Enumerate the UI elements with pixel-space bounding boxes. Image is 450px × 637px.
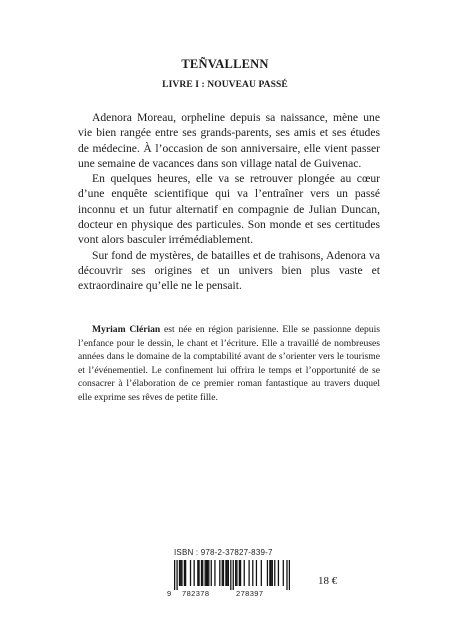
book-title: TEÑVALLENN bbox=[181, 57, 269, 71]
synopsis-paragraph: En quelques heures, elle va se retrouver plongée au cœur d’une enquête scientifique qui va l’entraîner vers un passé inconnu et un futur alternatif en compagnie de Julian Duncan, docteur en physique des particules. Son monde et ses certitudes vont alors basculer irrémédiablement. bbox=[78, 172, 380, 247]
barcode-bar bbox=[240, 560, 241, 586]
barcode-bar bbox=[227, 560, 228, 586]
synopsis bbox=[78, 110, 380, 294]
author-paragraph bbox=[78, 323, 380, 405]
barcode-bar bbox=[256, 560, 257, 586]
barcode-bar bbox=[272, 560, 273, 586]
barcode-bar bbox=[278, 560, 279, 586]
author-bio bbox=[78, 323, 380, 405]
barcode-bar bbox=[205, 560, 206, 586]
barcode-bar bbox=[269, 560, 270, 586]
barcode-bar bbox=[174, 560, 175, 590]
barcode-bar bbox=[244, 560, 245, 586]
barcode-bar bbox=[181, 560, 182, 586]
synopsis-paragraph: Sur fond de mystères, de batailles et de trahisons, Adenora va découvrir ses origines et un univers bien plus vaste et extraordinaire qu’elle ne le pensait. bbox=[78, 248, 380, 293]
barcode-bar bbox=[194, 560, 195, 586]
barcode-bar bbox=[206, 560, 207, 586]
barcode-right-group: 278397 bbox=[236, 589, 264, 598]
barcode-bar bbox=[208, 560, 209, 586]
barcode-lead-digit: 9 bbox=[167, 589, 172, 598]
barcode-bar bbox=[197, 560, 198, 586]
barcode-bar bbox=[198, 560, 199, 586]
barcode-bar bbox=[267, 560, 268, 586]
barcode-bar bbox=[185, 560, 186, 586]
barcode-bar bbox=[286, 560, 287, 590]
barcode-bar bbox=[184, 560, 185, 586]
barcode-bar bbox=[223, 560, 224, 586]
barcode-bar bbox=[190, 560, 191, 586]
barcode-bar bbox=[225, 560, 226, 586]
barcode-bar bbox=[270, 560, 271, 586]
barcode-bar bbox=[261, 560, 262, 586]
barcode-bar bbox=[214, 560, 215, 586]
barcode-bar bbox=[219, 560, 220, 586]
barcode-bar bbox=[176, 560, 177, 590]
barcode-bar bbox=[222, 560, 223, 586]
barcode bbox=[167, 560, 290, 598]
barcode-bar bbox=[233, 560, 234, 590]
barcode-bar bbox=[239, 560, 240, 586]
barcode-bar bbox=[180, 560, 181, 586]
author-name: Myriam Clérian bbox=[92, 324, 161, 335]
barcode-bars bbox=[174, 560, 290, 590]
barcode-bar bbox=[202, 560, 203, 586]
barcode-bar bbox=[201, 560, 202, 586]
synopsis-paragraph: Adenora Moreau, orpheline depuis sa naissance, mène une vie bien rangée entre ses grands-parents, ses amis et ses études de médecine. À l’occasion de son anniversaire, elle vient passer une semaine de vacances dans son village natal de Guivenac. bbox=[78, 111, 380, 170]
barcode-bar bbox=[230, 560, 231, 590]
price: 18 € bbox=[318, 575, 338, 587]
barcode-bar bbox=[235, 560, 236, 586]
barcode-bar bbox=[228, 560, 229, 586]
barcode-bar bbox=[274, 560, 275, 586]
barcode-bar bbox=[248, 560, 249, 586]
author-bio-text: est née en région parisienne. Elle se passionne depuis l’enfance pour le dessin, le chant et l’écriture. Elle a travaillé de nombreuses années dans le domaine de la comptabilité avant de s’orienter vers le tourisme et l’événementiel. Le confinement lui offrira le temps et l’opportunité de se consacrer à l’élaboration de ce premier roman fantastique au travers duquel elle exprime ses rêves de petite fille. bbox=[78, 324, 380, 403]
barcode-left-group: 782378 bbox=[182, 589, 210, 598]
barcode-bar bbox=[252, 560, 253, 586]
barcode-bar bbox=[283, 560, 284, 586]
barcode-bar bbox=[179, 560, 180, 586]
barcode-bar bbox=[289, 560, 290, 590]
barcode-bar bbox=[207, 560, 208, 586]
barcode-bar bbox=[211, 560, 212, 586]
barcode-bar bbox=[236, 560, 237, 586]
isbn-label: ISBN : 978-2-37827-839-7 bbox=[174, 548, 273, 557]
book-subtitle: LIVRE I : NOUVEAU PASSÉ bbox=[162, 80, 288, 90]
